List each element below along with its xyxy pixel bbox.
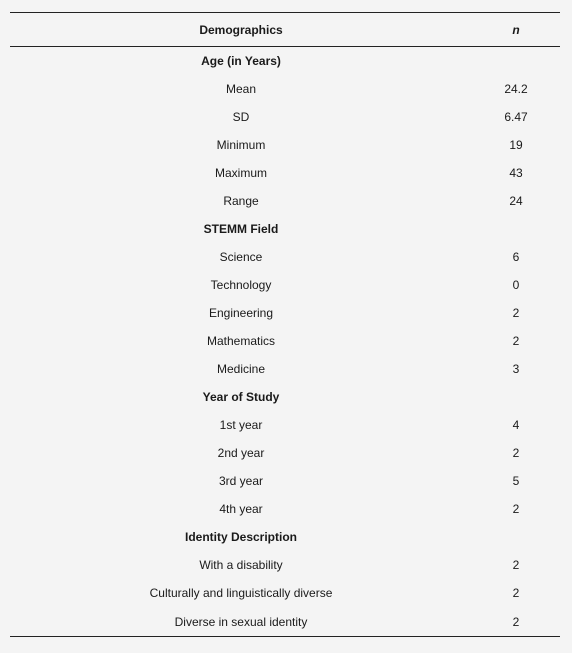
row-label: Minimum: [216, 138, 266, 152]
section-label: Age (in Years): [201, 54, 281, 68]
row-label: With a disability: [199, 558, 283, 572]
row-label: SD: [232, 110, 250, 124]
table-row: [10, 103, 560, 131]
row-value: 4: [512, 418, 520, 432]
row-value: 2: [512, 334, 520, 348]
header-n: n: [512, 22, 520, 37]
section-label: Identity Description: [184, 530, 297, 544]
row-label: Maximum: [214, 166, 267, 180]
table-row: [10, 467, 560, 495]
row-value: [472, 47, 560, 76]
row-value: 3: [512, 362, 520, 376]
row-value: 6.47: [504, 110, 528, 124]
header-demographics: Demographics: [199, 22, 283, 37]
row-label: Range: [223, 194, 259, 208]
row-label: 2nd year: [217, 446, 265, 460]
table-row: [10, 299, 560, 327]
table-row: [10, 271, 560, 299]
section-label: Year of Study: [202, 390, 280, 404]
section-row: [10, 215, 560, 243]
table-row: [10, 131, 560, 159]
row-label: 1st year: [219, 418, 263, 432]
row-value: 24.2: [504, 82, 528, 96]
section-label: STEMM Field: [203, 222, 279, 236]
row-value: [472, 215, 560, 243]
row-value: 2: [512, 446, 520, 460]
table-row: [10, 159, 560, 187]
table-row: [10, 579, 560, 607]
row-value: 0: [512, 278, 520, 292]
section-row: [10, 383, 560, 411]
row-label: Culturally and linguistically diverse: [149, 586, 333, 600]
row-value: 19: [509, 138, 523, 152]
row-value: [472, 383, 560, 411]
row-value: 2: [512, 502, 520, 516]
section-row: [10, 47, 560, 76]
row-value: 2: [512, 306, 520, 320]
row-value: 5: [512, 474, 520, 488]
row-label: Mathematics: [206, 334, 276, 348]
header-row: [10, 13, 560, 47]
row-label: Technology: [210, 278, 272, 292]
row-value: 6: [512, 250, 520, 264]
table-row: [10, 411, 560, 439]
row-label: Engineering: [208, 306, 274, 320]
demographics-table-container: [10, 12, 560, 637]
table-row: [10, 551, 560, 579]
table-row: [10, 607, 560, 637]
row-value: 24: [509, 194, 523, 208]
table-row: [10, 243, 560, 271]
table-row: [10, 75, 560, 103]
table-row: [10, 439, 560, 467]
table-header: [10, 13, 560, 47]
row-label: Medicine: [216, 362, 266, 376]
row-label: Mean: [225, 82, 257, 96]
table-body: [10, 47, 560, 637]
row-label: 3rd year: [218, 474, 264, 488]
row-value: 43: [509, 166, 523, 180]
table-row: [10, 495, 560, 523]
row-value: 2: [512, 614, 520, 629]
table-row: [10, 327, 560, 355]
row-value: 2: [512, 558, 520, 572]
table-row: [10, 355, 560, 383]
demographics-table: [10, 12, 560, 637]
row-value: 2: [512, 586, 520, 600]
row-value: [472, 523, 560, 551]
row-label: 4th year: [219, 502, 263, 516]
row-label: Science: [219, 250, 263, 264]
row-label: Diverse in sexual identity: [174, 614, 308, 629]
section-row: [10, 523, 560, 551]
table-row: [10, 187, 560, 215]
